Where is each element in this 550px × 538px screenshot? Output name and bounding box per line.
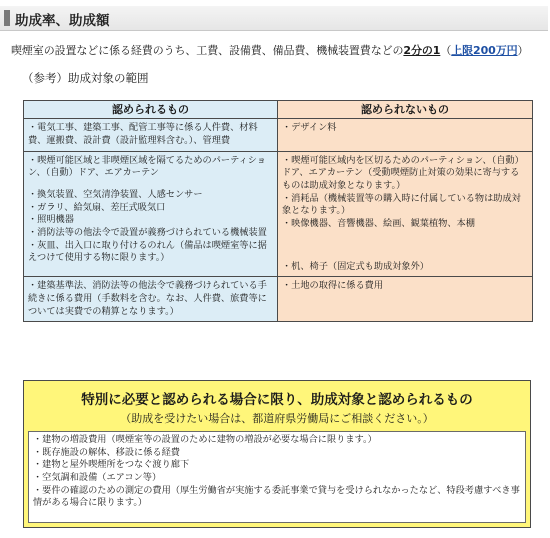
allowed-header: 認められるもの [24,101,278,119]
spacer [28,180,273,189]
subsidy-rate-text [11,42,528,58]
not-allowed-cell [278,119,533,151]
list-item: ・建物の増設費用（喫煙室等の設置のために建物の増設が必要な場合に限ります。） [33,434,377,445]
subsidy-rate: 2分の1 [403,44,441,57]
list-item: ・空気調和設備（エアコン等） [33,472,162,484]
special-title: 特別に必要と認められる場合に限り、助成対象と認められるもの [81,392,473,408]
paren-open: （ [440,44,452,57]
list-item: ・照明機器 [28,214,74,226]
allowed-cell [24,151,278,277]
list-item: ・消耗品（機械装置等の購入時に付属している物は助成対象となります。） [282,192,521,217]
list-item: ・喫煙可能区域と非喫煙区域を隔てるためのパーティション、（自動）ドア、エアカーテン [28,154,266,179]
section-header [0,6,548,31]
list-item: ・喫煙可能区域内を区切るためのパーティション、（自動）ドア、エアカーテン（受動喫煙防止対策の効果に寄与するものは助成対象となります。） [282,154,524,191]
header-marker [4,10,10,26]
allowed-cell [24,277,278,322]
list-item: ・机、椅子（固定式も助成対象外） [282,260,429,272]
list-item: ・灰皿、出入口に取り付けるのれん（備品は喫煙室等に据えつけて使用する物に限ります。） [28,239,267,264]
list-item: ・要件の確認のための測定の費用（厚生労働省が実施する委託事業で貸与を受けられなかったなど、特段考慮すべき事情がある場合に限ります。） [33,484,520,509]
subsidy-cap: 上限200万円 [451,44,518,57]
paren-close: ） [517,44,529,57]
list-item: ・電気工事、建築工事、配管工事等に係る人件費、材料費、運搬費、設計費（設計監理料含む。）、管理費 [28,122,258,146]
list-item: ・土地の取得に係る費用 [282,280,384,292]
list-item: ・映像機器、音響機器、絵画、観葉植物、本棚 [282,217,475,229]
eligibility-table [23,100,533,322]
reference-title: （参考）助成対象の範囲 [22,71,149,85]
list-item: ・建物と屋外喫煙所をつなぐ渡り廊下 [33,459,190,471]
table-header-row [24,101,533,119]
not-allowed-header: 認められないもの [278,101,533,119]
allowed-cell [24,119,278,151]
list-item: ・消防法等の他法令で設置が義務づけられている機械装置 [28,226,267,238]
table-row [24,151,533,277]
spacer [282,231,528,261]
section-title: 助成率、助成額 [15,13,110,29]
list-item: ・ガラリ、給気扇、差圧式吸気口 [28,201,166,213]
list-item: ・換気装置、空気清浄装置、人感センサー [28,188,203,200]
not-allowed-cell [278,151,533,277]
special-cases-box [23,380,531,528]
list-item: ・建築基準法、消防法等の他法令で義務づけられている手続きに係る費用（手数料を含む。なお、人件費、旅費等については実費での精算となります。） [28,280,267,317]
special-list [28,431,526,523]
table-row [24,277,533,322]
list-item: ・既存施設の解体、移設に係る経費 [33,446,180,458]
special-note: （助成を受けたい場合は、都道府県労働局にご相談ください。） [120,412,434,425]
table-row [24,119,533,151]
lead-text: 喫煙室の設置などに係る経費のうち、工費、設備費、備品費、機械装置費などの [11,44,404,57]
list-item: ・デザイン料 [282,122,337,134]
not-allowed-cell [278,277,533,322]
